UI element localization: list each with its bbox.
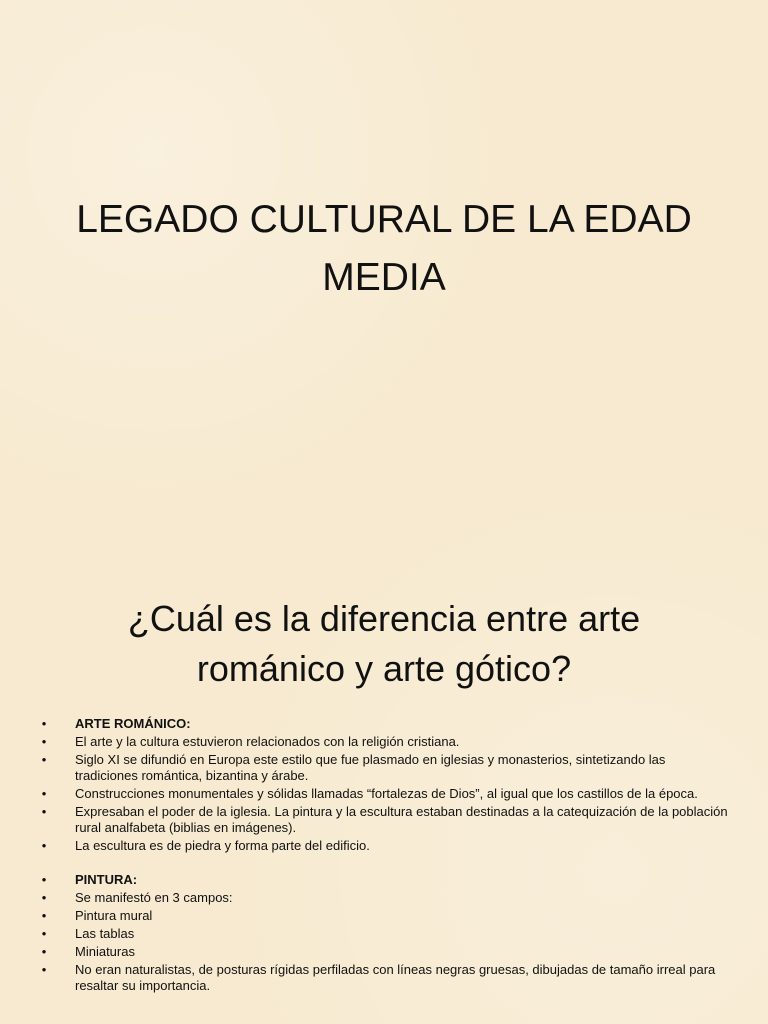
bullet-icon: •	[41, 734, 47, 749]
comparison-title-line-1: ¿Cuál es la diferencia entre arte	[127, 598, 641, 639]
list-item-text: Siglo XI se difundió en Europa este estilo que fue plasmado en iglesias y monasterios, sintetizando las tradiciones romántica, bizantina y árabe.	[75, 752, 666, 783]
list-item-text: El arte y la cultura estuvieron relacionados con la religión cristiana.	[75, 734, 460, 749]
comparison-title	[60, 594, 708, 694]
slide-title-line-2: MEDIA	[322, 256, 446, 299]
list-item	[38, 786, 728, 802]
bullet-icon: •	[41, 890, 47, 905]
list-item-text: Miniaturas	[75, 944, 135, 959]
bullet-icon: •	[41, 944, 47, 959]
bullet-icon: •	[41, 752, 47, 767]
bullet-icon: •	[41, 716, 47, 731]
list-item	[38, 752, 728, 784]
slide-title	[50, 191, 718, 307]
comparison-content	[38, 716, 728, 996]
list-item-text: Las tablas	[75, 926, 135, 941]
bullet-icon: •	[41, 804, 47, 819]
list-item-text: Pintura mural	[75, 908, 153, 923]
slide-comparison	[0, 512, 768, 1024]
list-item	[38, 838, 728, 854]
list-item-pintura-heading	[38, 872, 728, 888]
bullet-icon: •	[41, 962, 47, 977]
list-item-romanico-heading	[38, 716, 728, 732]
list-item	[38, 734, 728, 750]
list-item	[38, 890, 728, 906]
comparison-title-line-2: románico y arte gótico?	[196, 648, 572, 689]
list-item-text: La escultura es de piedra y forma parte del edificio.	[75, 838, 370, 853]
list-item	[38, 944, 728, 960]
bullet-icon: •	[41, 926, 47, 941]
list-item-text: No eran naturalistas, de posturas rígidas perfiladas con líneas negras gruesas, dibujadas de tamaño irreal para resaltar su importancia.	[75, 962, 716, 993]
list-item	[38, 962, 728, 994]
list-item-text: ARTE ROMÁNICO:	[75, 716, 191, 731]
list-item-text: Construcciones monumentales y sólidas llamadas “fortalezas de Dios”, al igual que los castillos de la época.	[75, 786, 698, 801]
list-item	[38, 926, 728, 942]
list-item-text: Se manifestó en 3 campos:	[75, 890, 233, 905]
list-item	[38, 908, 728, 924]
bullet-icon: •	[41, 786, 47, 801]
list-item	[38, 804, 728, 836]
slide-title-line-1: LEGADO CULTURAL DE LA EDAD	[76, 198, 692, 241]
bullet-icon: •	[41, 908, 47, 923]
bullet-icon: •	[41, 872, 47, 887]
list-item-text: PINTURA:	[75, 872, 138, 887]
bullet-icon: •	[41, 838, 47, 853]
list-item-text: Expresaban el poder de la iglesia. La pintura y la escultura estaban destinadas a la catequización de la población rural analfabeta (biblias en imágenes).	[75, 804, 728, 835]
